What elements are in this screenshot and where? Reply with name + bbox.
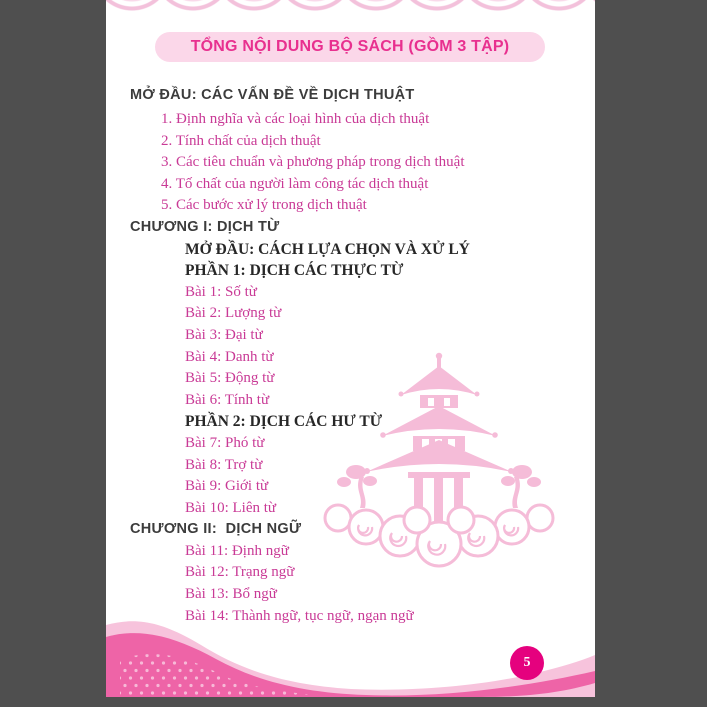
toc-item: 2. Tính chất của dịch thuật (161, 132, 321, 149)
toc-heading: CHƯƠNG II: DỊCH NGỮ (130, 521, 302, 538)
toc-item: Bài 4: Danh từ (185, 348, 274, 365)
toc-item: Bài 5: Động từ (185, 370, 275, 387)
toc-item: Bài 8: Trợ từ (185, 456, 263, 473)
toc-subheading: PHẦN 2: DỊCH CÁC HƯ TỪ (185, 413, 383, 431)
toc-item: Bài 9: Giới từ (185, 478, 269, 495)
page-title-banner (155, 32, 545, 62)
toc-item: Bài 11: Định ngữ (185, 542, 289, 559)
toc-item: Bài 13: Bổ ngữ (185, 586, 277, 603)
toc-item: 5. Các bước xử lý trong dịch thuật (161, 197, 367, 214)
toc-subheading: PHẦN 1: DỊCH CÁC THỰC TỪ (185, 262, 404, 280)
toc-item: Bài 12: Trạng ngữ (185, 564, 295, 581)
toc-item: 1. Định nghĩa và các loại hình của dịch thuật (161, 111, 430, 127)
toc-item: Bài 3: Đại từ (185, 326, 263, 343)
toc-item: Bài 1: Số từ (185, 283, 257, 300)
toc-item: Bài 14: Thành ngữ, tục ngữ, ngạn ngữ (185, 607, 414, 624)
table-of-contents (106, 83, 595, 627)
toc-item: 3. Các tiêu chuẩn và phương pháp trong dịch thuật (161, 154, 465, 171)
book-page (106, 0, 595, 697)
toc-item: Bài 10: Liên từ (185, 499, 277, 516)
toc-item: Bài 2: Lượng từ (185, 305, 282, 322)
page-title: TỔNG NỘI DUNG BỘ SÁCH (GỒM 3 TẬP) (190, 38, 510, 55)
toc-item: 4. Tố chất của người làm công tác dịch thuật (161, 175, 429, 192)
toc-subheading: MỞ ĐẦU: CÁCH LỰA CHỌN VÀ XỬ LÝ (185, 240, 470, 258)
page-number-badge (510, 646, 544, 680)
scalloped-border-icon (106, 0, 595, 14)
toc-item: Bài 6: Tính từ (185, 391, 270, 408)
toc-item: Bài 7: Phó từ (185, 434, 265, 451)
toc-heading: MỞ ĐẦU: CÁC VẤN ĐỀ VỀ DỊCH THUẬT (130, 87, 415, 103)
toc-heading: CHƯƠNG I: DỊCH TỪ (130, 218, 280, 235)
page-number: 5 (523, 655, 531, 670)
